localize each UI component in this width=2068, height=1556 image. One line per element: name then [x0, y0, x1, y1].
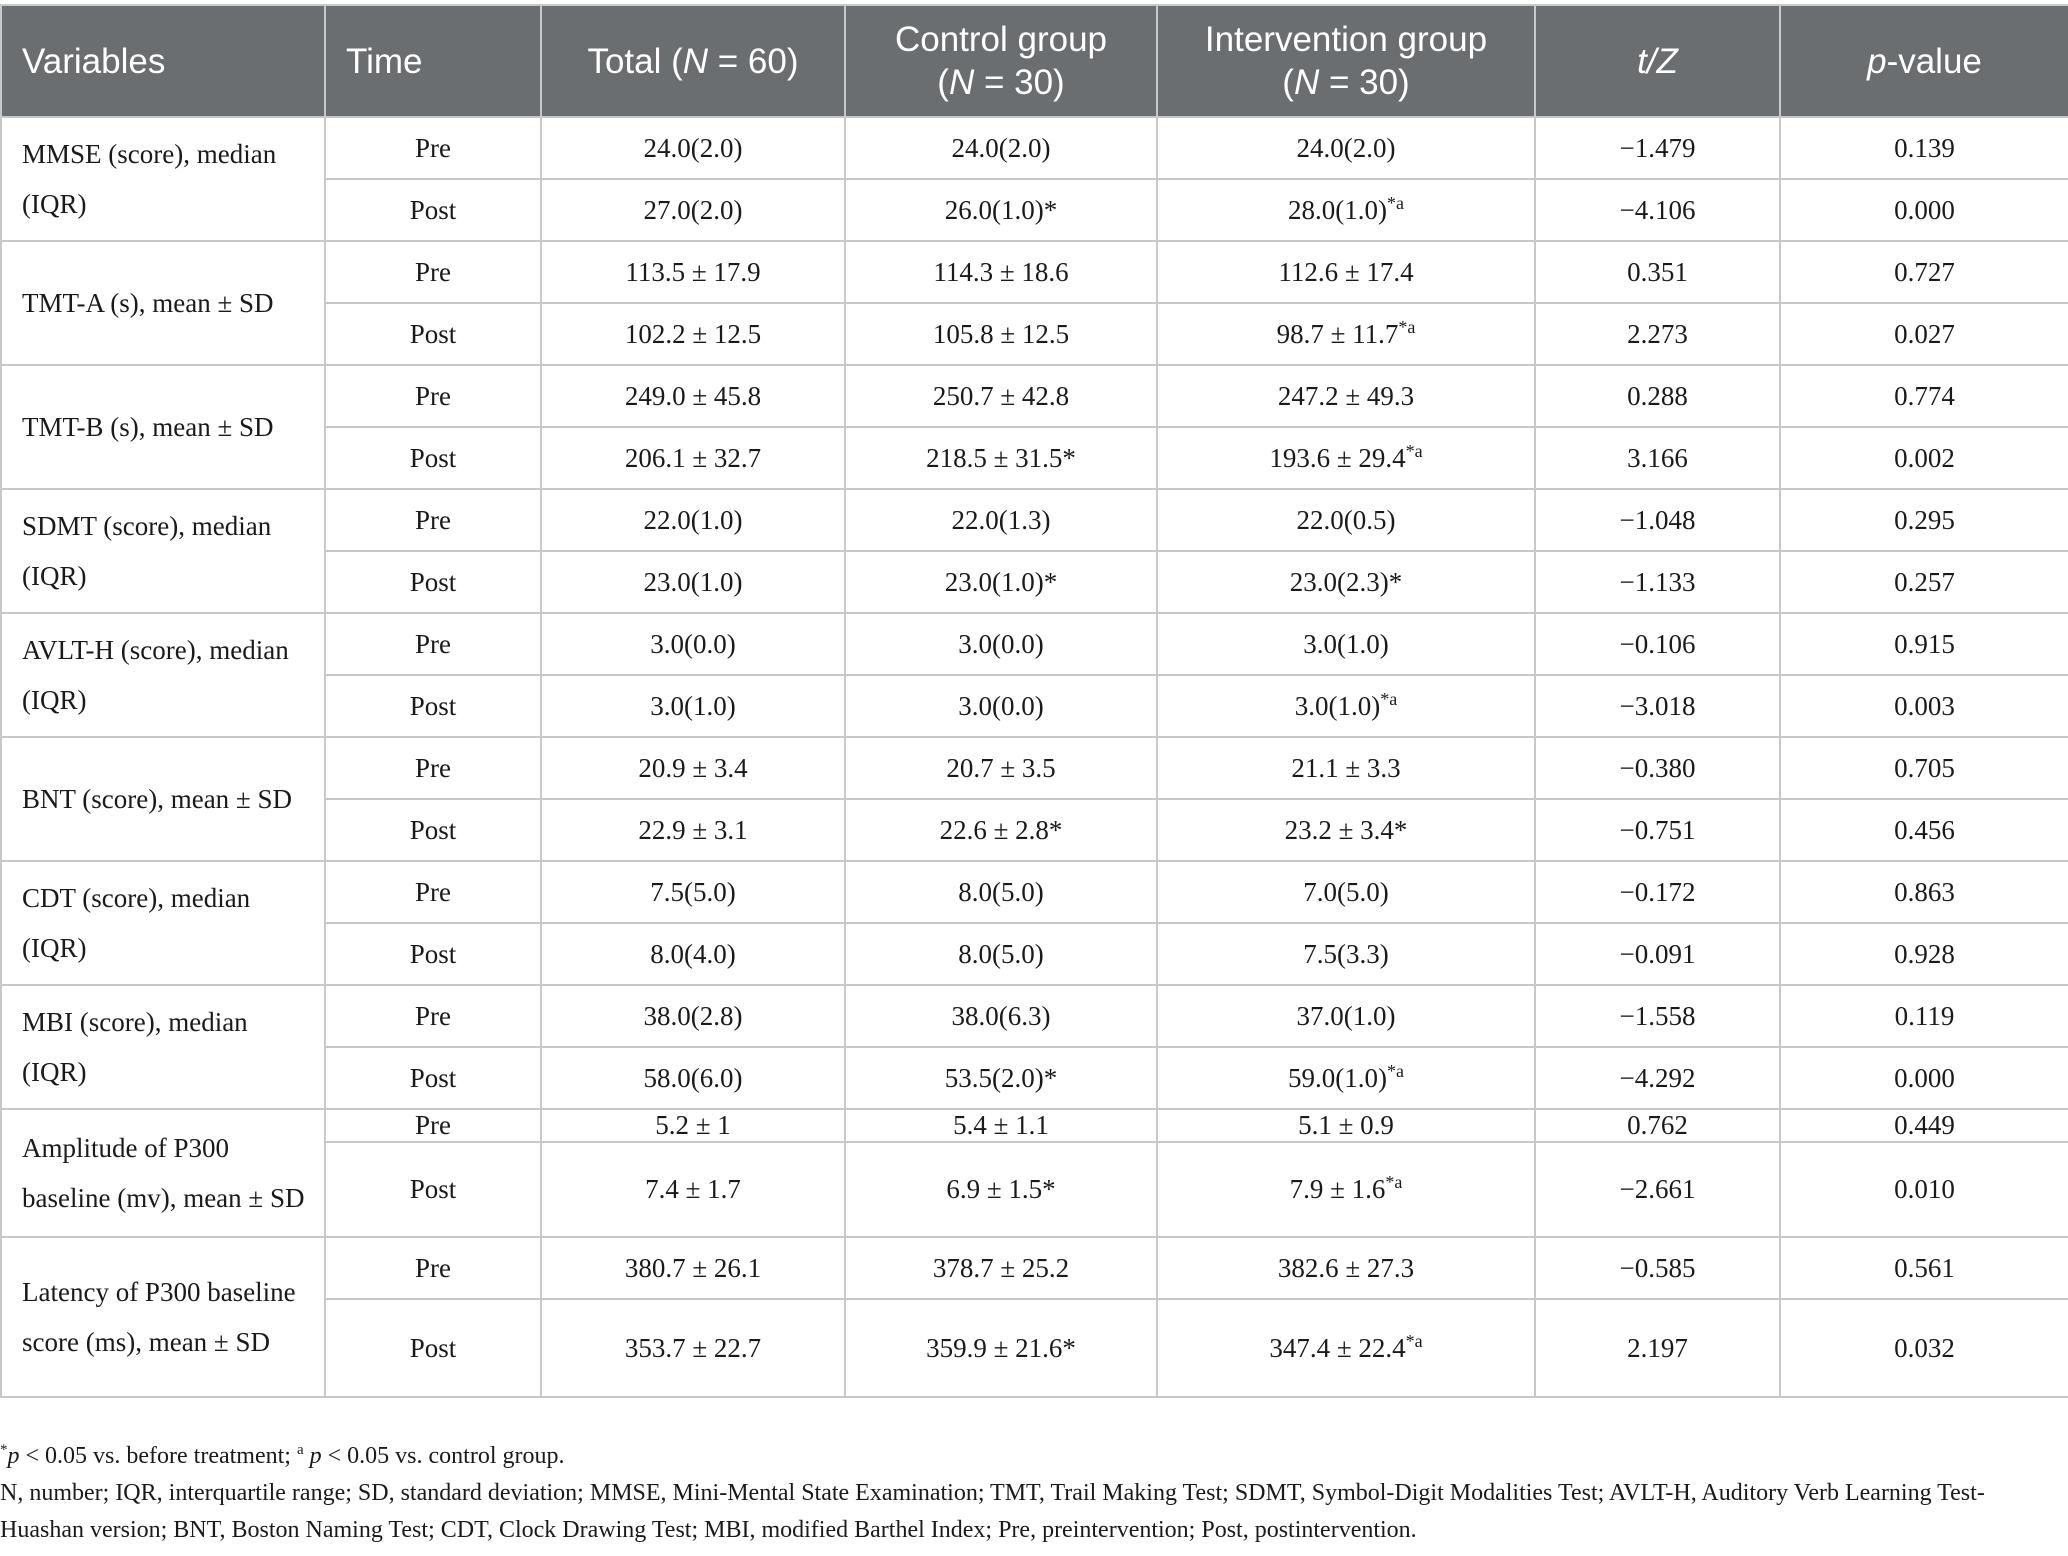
total-cell: 7.5(5.0)	[541, 861, 845, 923]
table-row	[1, 861, 2068, 923]
intervention-cell: 22.0(0.5)	[1157, 489, 1535, 551]
tz-cell: 2.273	[1535, 303, 1780, 365]
control-cell: 23.0(1.0)*	[845, 551, 1157, 613]
time-cell: Pre	[325, 489, 541, 551]
tz-cell: −2.661	[1535, 1142, 1780, 1237]
footnote-p1: p	[7, 1443, 20, 1469]
intervention-cell: $98.7 \pm 11.7^{*a}$	[1157, 303, 1535, 365]
table-footnotes	[0, 1438, 2060, 1549]
control-cell: 378.7 ± 25.2	[845, 1237, 1157, 1299]
intervention-cell: $28.0(1.0)^{*a}$	[1157, 179, 1535, 241]
time-cell: Post	[325, 799, 541, 861]
control-cell: 105.8 ± 12.5	[845, 303, 1157, 365]
tz-cell: −0.751	[1535, 799, 1780, 861]
tz-cell: −4.292	[1535, 1047, 1780, 1109]
intervention-cell: 382.6 ± 27.3	[1157, 1237, 1535, 1299]
control-cell: 53.5(2.0)*	[845, 1047, 1157, 1109]
total-cell: 380.7 ± 26.1	[541, 1237, 845, 1299]
pvalue-cell: 0.003	[1780, 675, 2068, 737]
control-cell: 114.3 ± 18.6	[845, 241, 1157, 303]
footnote-asterisk: *	[0, 1442, 8, 1458]
pvalue-cell: 0.119	[1780, 985, 2068, 1047]
time-cell: Pre	[325, 365, 541, 427]
pvalue-cell: 0.774	[1780, 365, 2068, 427]
time-cell: Pre	[325, 117, 541, 179]
intervention-cell: 21.1 ± 3.3	[1157, 737, 1535, 799]
table-row	[1, 1237, 2068, 1299]
control-cell: 24.0(2.0)	[845, 117, 1157, 179]
pvalue-cell: 0.010	[1780, 1142, 2068, 1237]
time-cell: Post	[325, 1142, 541, 1237]
total-cell: 102.2 ± 12.5	[541, 303, 845, 365]
time-cell: Post	[325, 551, 541, 613]
control-cell: 3.0(0.0)	[845, 675, 1157, 737]
time-cell: Post	[325, 179, 541, 241]
total-cell: 22.0(1.0)	[541, 489, 845, 551]
table-row	[1, 489, 2068, 551]
control-cell: 22.6 ± 2.8*	[845, 799, 1157, 861]
control-cell: 38.0(6.3)	[845, 985, 1157, 1047]
time-cell: Pre	[325, 985, 541, 1047]
pvalue-cell: 0.139	[1780, 117, 2068, 179]
total-cell: 7.4 ± 1.7	[541, 1142, 845, 1237]
time-cell: Pre	[325, 613, 541, 675]
control-cell: 8.0(5.0)	[845, 861, 1157, 923]
intervention-cell: 23.2 ± 3.4*	[1157, 799, 1535, 861]
time-cell: Post	[325, 427, 541, 489]
results-table	[0, 4, 2068, 1398]
header-intervention-line1: Intervention group	[1204, 20, 1488, 59]
table-row	[1, 117, 2068, 179]
pvalue-cell: 0.000	[1780, 1047, 2068, 1109]
header-variables: Variables	[1, 5, 325, 117]
tz-cell: −0.091	[1535, 923, 1780, 985]
variable-cell: MBI (score), median (IQR)	[1, 985, 325, 1109]
pvalue-cell: 0.863	[1780, 861, 2068, 923]
intervention-cell: 247.2 ± 49.3	[1157, 365, 1535, 427]
header-intervention-line2: (N = 30)	[1282, 63, 1410, 102]
tz-cell: 0.288	[1535, 365, 1780, 427]
table-row	[1, 613, 2068, 675]
tz-cell: −1.048	[1535, 489, 1780, 551]
footnote-text2: < 0.05 vs. control group.	[321, 1443, 565, 1469]
variable-cell: TMT-B (s), mean ± SD	[1, 365, 325, 489]
control-cell: 250.7 ± 42.8	[845, 365, 1157, 427]
time-cell: Pre	[325, 1109, 541, 1142]
intervention-cell: 112.6 ± 17.4	[1157, 241, 1535, 303]
intervention-cell: $59.0(1.0)^{*a}$	[1157, 1047, 1535, 1109]
header-pvalue: p-value	[1780, 5, 2068, 117]
total-cell: 58.0(6.0)	[541, 1047, 845, 1109]
tz-cell: 2.197	[1535, 1299, 1780, 1397]
time-cell: Post	[325, 1047, 541, 1109]
pvalue-cell: 0.928	[1780, 923, 2068, 985]
time-cell: Pre	[325, 861, 541, 923]
variable-cell: AVLT-H (score), median (IQR)	[1, 613, 325, 737]
total-cell: 353.7 ± 22.7	[541, 1299, 845, 1397]
table-header	[1, 5, 2068, 117]
footnote-abbreviations: N, number; IQR, interquartile range; SD, standard deviation; MMSE, Mini-Mental State Examination; TMT, Trail Making Test; SDMT, Symbol-Digit Modalities Test; AVLT-H, Auditory Verb Learning Test-Huashan version; BNT, Boston Naming Test; CDT, Clock Drawing Test; MBI, modified Barthel Index; Pre, preintervention; Post, postintervention.	[0, 1480, 1985, 1543]
tz-cell: −4.106	[1535, 179, 1780, 241]
table-body	[1, 117, 2068, 1397]
intervention-cell: $193.6 \pm 29.4^{*a}$	[1157, 427, 1535, 489]
time-cell: Post	[325, 675, 541, 737]
table-row	[1, 241, 2068, 303]
intervention-cell: 37.0(1.0)	[1157, 985, 1535, 1047]
pvalue-cell: 0.456	[1780, 799, 2068, 861]
header-control	[845, 5, 1157, 117]
variable-cell: CDT (score), median (IQR)	[1, 861, 325, 985]
intervention-cell: 24.0(2.0)	[1157, 117, 1535, 179]
total-cell: 38.0(2.8)	[541, 985, 845, 1047]
pvalue-cell: 0.257	[1780, 551, 2068, 613]
table-row	[1, 365, 2068, 427]
table-row	[1, 985, 2068, 1047]
control-cell: 3.0(0.0)	[845, 613, 1157, 675]
pvalue-cell: 0.000	[1780, 179, 2068, 241]
pvalue-cell: 0.002	[1780, 427, 2068, 489]
control-cell: 359.9 ± 21.6*	[845, 1299, 1157, 1397]
tz-cell: −1.558	[1535, 985, 1780, 1047]
tz-cell: 3.166	[1535, 427, 1780, 489]
pvalue-cell: 0.027	[1780, 303, 2068, 365]
intervention-cell: 7.0(5.0)	[1157, 861, 1535, 923]
footnote-text1: < 0.05 vs. before treatment;	[19, 1443, 297, 1469]
tz-cell: −0.380	[1535, 737, 1780, 799]
intervention-cell: $3.0(1.0)^{*a}$	[1157, 675, 1535, 737]
control-cell: 22.0(1.3)	[845, 489, 1157, 551]
table-row	[1, 1109, 2068, 1142]
time-cell: Pre	[325, 1237, 541, 1299]
footnote-significance	[0, 1438, 2060, 1475]
total-cell: 3.0(0.0)	[541, 613, 845, 675]
time-cell: Pre	[325, 737, 541, 799]
total-cell: 113.5 ± 17.9	[541, 241, 845, 303]
total-cell: 249.0 ± 45.8	[541, 365, 845, 427]
total-cell: 22.9 ± 3.1	[541, 799, 845, 861]
total-cell: 27.0(2.0)	[541, 179, 845, 241]
total-cell: 24.0(2.0)	[541, 117, 845, 179]
pvalue-cell: 0.032	[1780, 1299, 2068, 1397]
total-cell: 8.0(4.0)	[541, 923, 845, 985]
control-cell: 8.0(5.0)	[845, 923, 1157, 985]
intervention-cell: 5.1 ± 0.9	[1157, 1109, 1535, 1142]
time-cell: Post	[325, 923, 541, 985]
variable-cell: TMT-A (s), mean ± SD	[1, 241, 325, 365]
header-intervention	[1157, 5, 1535, 117]
pvalue-cell: 0.705	[1780, 737, 2068, 799]
intervention-cell: $7.9 \pm 1.6^{*a}$	[1157, 1142, 1535, 1237]
variable-cell: SDMT (score), median (IQR)	[1, 489, 325, 613]
time-cell: Post	[325, 303, 541, 365]
tz-cell: −1.133	[1535, 551, 1780, 613]
variable-cell: Latency of P300 baseline score (ms), mean ± SD	[1, 1237, 325, 1397]
intervention-cell: $347.4 \pm 22.4^{*a}$	[1157, 1299, 1535, 1397]
header-control-line2: (N = 30)	[937, 63, 1065, 102]
tz-cell: −3.018	[1535, 675, 1780, 737]
total-cell: 3.0(1.0)	[541, 675, 845, 737]
control-cell: 218.5 ± 31.5*	[845, 427, 1157, 489]
intervention-cell: 3.0(1.0)	[1157, 613, 1535, 675]
pvalue-cell: 0.295	[1780, 489, 2068, 551]
header-time: Time	[325, 5, 541, 117]
control-cell: 5.4 ± 1.1	[845, 1109, 1157, 1142]
variable-cell: Amplitude of P300 baseline (mv), mean ± SD	[1, 1109, 325, 1237]
tz-cell: −1.479	[1535, 117, 1780, 179]
header-total: Total (N = 60)	[541, 5, 845, 117]
variable-cell: BNT (score), mean ± SD	[1, 737, 325, 861]
table-row	[1, 737, 2068, 799]
total-cell: 23.0(1.0)	[541, 551, 845, 613]
time-cell: Pre	[325, 241, 541, 303]
time-cell: Post	[325, 1299, 541, 1397]
pvalue-cell: 0.915	[1780, 613, 2068, 675]
pvalue-cell: 0.727	[1780, 241, 2068, 303]
control-cell: 26.0(1.0)*	[845, 179, 1157, 241]
control-cell: 6.9 ± 1.5*	[845, 1142, 1157, 1237]
total-cell: 5.2 ± 1	[541, 1109, 845, 1142]
header-control-line1: Control group	[894, 20, 1108, 59]
tz-cell: −0.106	[1535, 613, 1780, 675]
total-cell: 20.9 ± 3.4	[541, 737, 845, 799]
footnote-p2: p	[303, 1443, 322, 1469]
header-tz: t/Z	[1535, 5, 1780, 117]
tz-cell: −0.585	[1535, 1237, 1780, 1299]
footnote-a: a	[296, 1442, 304, 1458]
intervention-cell: 23.0(2.3)*	[1157, 551, 1535, 613]
intervention-cell: 7.5(3.3)	[1157, 923, 1535, 985]
control-cell: 20.7 ± 3.5	[845, 737, 1157, 799]
variable-cell: MMSE (score), median (IQR)	[1, 117, 325, 241]
pvalue-cell: 0.561	[1780, 1237, 2068, 1299]
tz-cell: −0.172	[1535, 861, 1780, 923]
total-cell: 206.1 ± 32.7	[541, 427, 845, 489]
pvalue-cell: 0.449	[1780, 1109, 2068, 1142]
tz-cell: 0.762	[1535, 1109, 1780, 1142]
tz-cell: 0.351	[1535, 241, 1780, 303]
